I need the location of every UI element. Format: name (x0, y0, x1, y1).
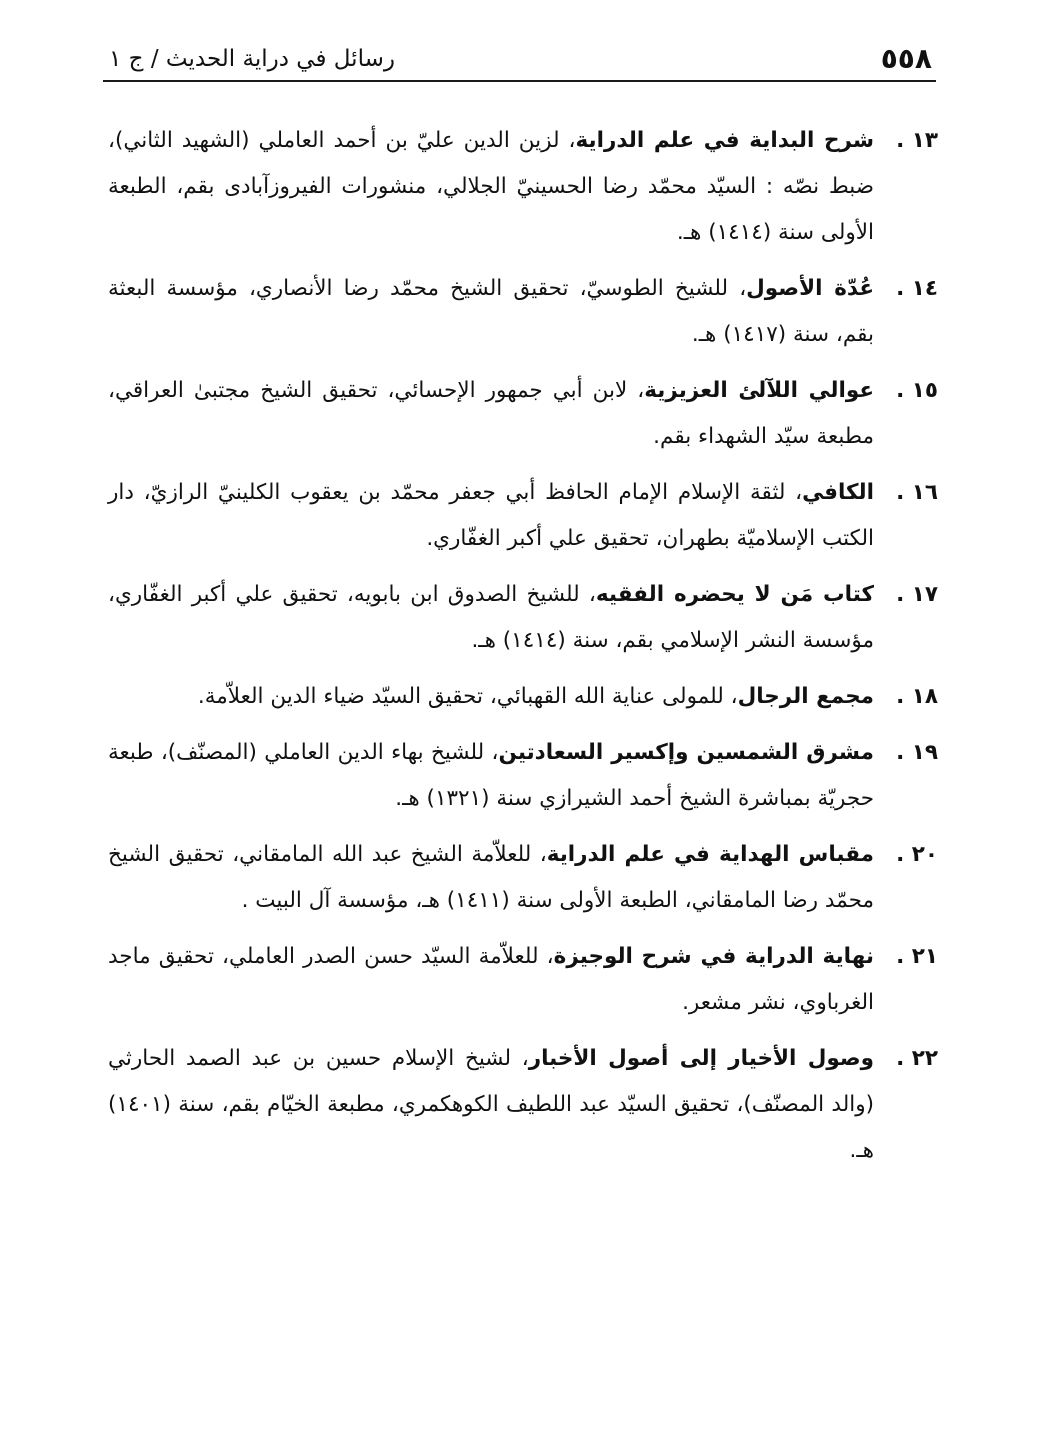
entry-number: ١٣ . (896, 128, 938, 153)
entry-details: ، للشيخ الصدوق ابن بابويه، تحقيق علي أكبر الغفّاري، مؤسسة النشر الإسلامي بقم، سنة (١٤١٤) هـ. (108, 582, 874, 653)
entry-details: ، للمولى عناية الله القهبائي، تحقيق السيّد ضياء الدين العلاّمة. (197, 684, 738, 709)
entry-details: ، لثقة الإسلام الإمام الحافظ أبي جعفر محمّد بن يعقوب الكلينيّ الرازيّ، دار الكتب الإسلاميّة بطهران، تحقيق علي أكبر الغفّاري. (108, 480, 874, 551)
entry-title: عوالي اللآلئ العزيزية (644, 378, 875, 403)
bibliography-entry (108, 266, 938, 358)
entry-title: مجمع الرجال (737, 684, 874, 709)
page-header (103, 38, 936, 82)
bibliography-entry (108, 368, 938, 460)
entry-title: الكافي (802, 480, 874, 505)
entry-number: ١٨ . (896, 684, 938, 709)
entry-title: كتاب مَن لا يحضره الفقيه (595, 582, 874, 607)
bibliography-entry (108, 730, 938, 822)
entry-title: شرح البداية في علم الدراية (575, 128, 874, 153)
bibliography-entry (108, 674, 938, 720)
entry-title: مقباس الهداية في علم الدراية (546, 842, 874, 867)
entry-details: ، لشيخ الإسلام حسين بن عبد الصمد الحارثي (والد المصنّف)، تحقيق السيّد عبد اللطيف الكوهكمري، مطبعة الخيّام بقم، سنة (١٤٠١) هـ. (108, 1046, 874, 1163)
entry-number: ٢١ . (896, 944, 938, 969)
bibliography-entry (108, 1036, 938, 1174)
bibliography-entry (108, 572, 938, 664)
bibliography-entry (108, 934, 938, 1026)
entry-number: ٢٠ . (896, 842, 938, 867)
entry-details: ، لابن أبي جمهور الإحسائي، تحقيق الشيخ مجتبىٰ العراقي، مطبعة سيّد الشهداء بقم. (108, 378, 874, 449)
bibliography-entry (108, 832, 938, 924)
entry-title: وصول الأخيار إلى أصول الأخبار (528, 1046, 875, 1071)
entry-number: ٢٢ . (896, 1046, 938, 1071)
page-number: ٥٥٨ (880, 42, 932, 75)
entry-number: ١٦ . (896, 480, 938, 505)
entry-details: ، للعلاّمة الشيخ عبد الله المامقاني، تحقيق الشيخ محمّد رضا المامقاني، الطبعة الأولى سنة (١٤١١) هـ، مؤسسة آل البيت . (108, 842, 874, 913)
bibliography-list (108, 118, 938, 1184)
entry-details: ، للشيخ بهاء الدين العاملي (المصنّف)، طبعة حجريّة بمباشرة الشيخ أحمد الشيرازي سنة (١٣٢١) هـ. (108, 740, 874, 811)
entry-title: نهاية الدراية في شرح الوجيزة (553, 944, 874, 969)
entry-number: ١٥ . (896, 378, 938, 403)
entry-title: مشرق الشمسين وإكسير السعادتين (498, 740, 874, 765)
running-title: رسائل في دراية الحديث / ج ١ (109, 46, 395, 72)
entry-title: عُدّة الأصول (746, 276, 875, 301)
entry-number: ١٧ . (896, 582, 938, 607)
entry-number: ١٤ . (896, 276, 938, 301)
bibliography-entry (108, 118, 938, 256)
bibliography-entry (108, 470, 938, 562)
entry-details: ، للشيخ الطوسيّ، تحقيق الشيخ محمّد رضا الأنصاري، مؤسسة البعثة بقم، سنة (١٤١٧) هـ. (108, 276, 874, 347)
entry-number: ١٩ . (896, 740, 938, 765)
entry-details: ، لزين الدين عليّ بن أحمد العاملي (الشهيد الثاني)، ضبط نصّه : السيّد محمّد رضا الحسينيّ الجلالي، منشورات الفيروزآبادى بقم، الطبعة الأولى سنة (١٤١٤) هـ. (108, 128, 874, 245)
entry-details: ، للعلاّمة السيّد حسن الصدر العاملي، تحقيق ماجد الغرباوي، نشر مشعر. (108, 944, 874, 1015)
